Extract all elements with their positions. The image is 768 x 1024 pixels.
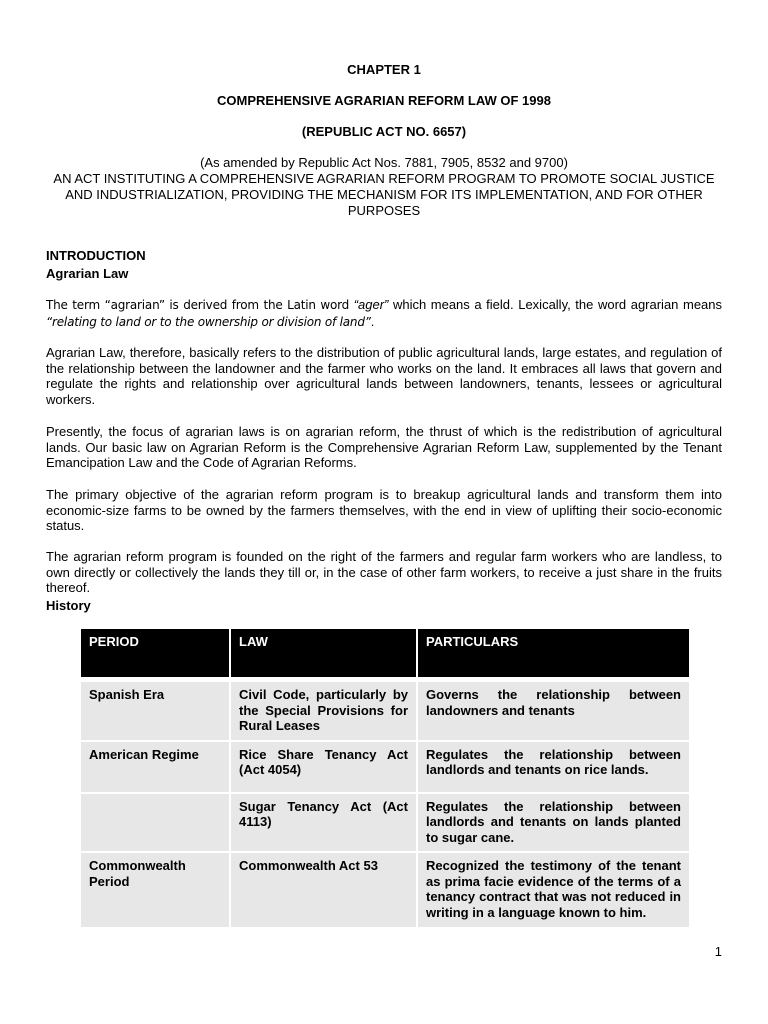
law-cell: Civil Code, particularly by the Special Provisions for Rural Leases (230, 681, 417, 741)
law-title: COMPREHENSIVE AGRARIAN REFORM LAW OF 1998 (217, 93, 551, 108)
paragraph-focus: Presently, the focus of agrarian laws is on agrarian reform, the thrust of which is the redistribution of agricultural lands. Our basic law on Agrarian Reform is the Comprehensive Agrarian Reform Law, supplemented by the Tenant Emancipation Law and the Code of Agrarian Reforms. (46, 424, 722, 470)
law-cell: Rice Share Tenancy Act (Act 4054) (230, 741, 417, 793)
law-cell: Sugar Tenancy Act (Act 4113) (230, 793, 417, 853)
page-number: 1 (714, 944, 722, 959)
column-header-law: LAW (230, 629, 417, 677)
history-heading: History (46, 598, 91, 613)
paragraph-foundation: The agrarian reform program is founded on the right of the farmers and regular farm workers who are landless, to own directly or collectively the lands they till or, in the case of other farm workers, to receive a just share in the fruits thereof. (46, 549, 722, 595)
particulars-cell: Regulates the relationship between landlords and tenants on rice lands. (417, 741, 689, 793)
particulars-cell: Recognized the testimony of the tenant as prima facie evidence of the terms of a tenancy contract that was not reduced in writing in a language known to him. (417, 852, 689, 927)
chapter-label: CHAPTER 1 (347, 62, 421, 77)
definition-text: The term “agrarian” is derived from the Latin word (46, 298, 354, 312)
particulars-cell: Governs the relationship between landowners and tenants (417, 681, 689, 741)
particulars-cell: Regulates the relationship between landlords and tenants on lands planted to sugar cane. (417, 793, 689, 853)
table-row (81, 852, 689, 927)
table-row (81, 681, 689, 741)
table-row (81, 741, 689, 793)
column-header-particulars: PARTICULARS (417, 629, 689, 677)
agrarian-law-subheading: Agrarian Law (46, 266, 129, 281)
definition-end: . (370, 313, 375, 329)
latin-word: “ager” (353, 297, 389, 312)
act-description: AN ACT INSTITUTING A COMPREHENSIVE AGRARIAN REFORM PROGRAM TO PROMOTE SOCIAL JUSTICE AND INDUSTRIALIZATION, PROVIDING THE MECHANISM FOR ITS IMPLEMENTATION, AND FOR OTHER PURPOSES (53, 171, 715, 218)
period-cell: American Regime (81, 741, 230, 793)
period-cell: Spanish Era (81, 681, 230, 741)
period-cell: Commonwealth Period (81, 852, 230, 927)
table-header-row (81, 629, 689, 677)
period-cell (81, 793, 230, 853)
paragraph-agrarian-law: Agrarian Law, therefore, basically refers to the distribution of public agricultural lands, large estates, and regulation of the relationship between the landowner and the farmer who works on the land. It embraces all laws that govern and regulate the rights and relationship over agricultural lands between landowners, tenants, lessees or agricultural workers. (46, 345, 722, 407)
table-row (81, 793, 689, 853)
paragraph-definition (46, 297, 722, 330)
history-table (81, 629, 689, 927)
paragraph-objective: The primary objective of the agrarian reform program is to breakup agricultural lands and transform them into economic-size farms to be owned by the farmers themselves, with the end in view of uplifting their socio-economic status. (46, 487, 722, 533)
amended-note: (As amended by Republic Act Nos. 7881, 7905, 8532 and 9700) (200, 155, 568, 170)
introduction-heading: INTRODUCTION (46, 248, 146, 263)
column-header-period: PERIOD (81, 629, 230, 677)
law-cell: Commonwealth Act 53 (230, 852, 417, 927)
definition-quote: “relating to land or to the ownership or division of land” (46, 314, 371, 329)
definition-text-2: which means a field. Lexically, the word agrarian means (388, 297, 723, 312)
act-number: (REPUBLIC ACT NO. 6657) (301, 124, 467, 139)
